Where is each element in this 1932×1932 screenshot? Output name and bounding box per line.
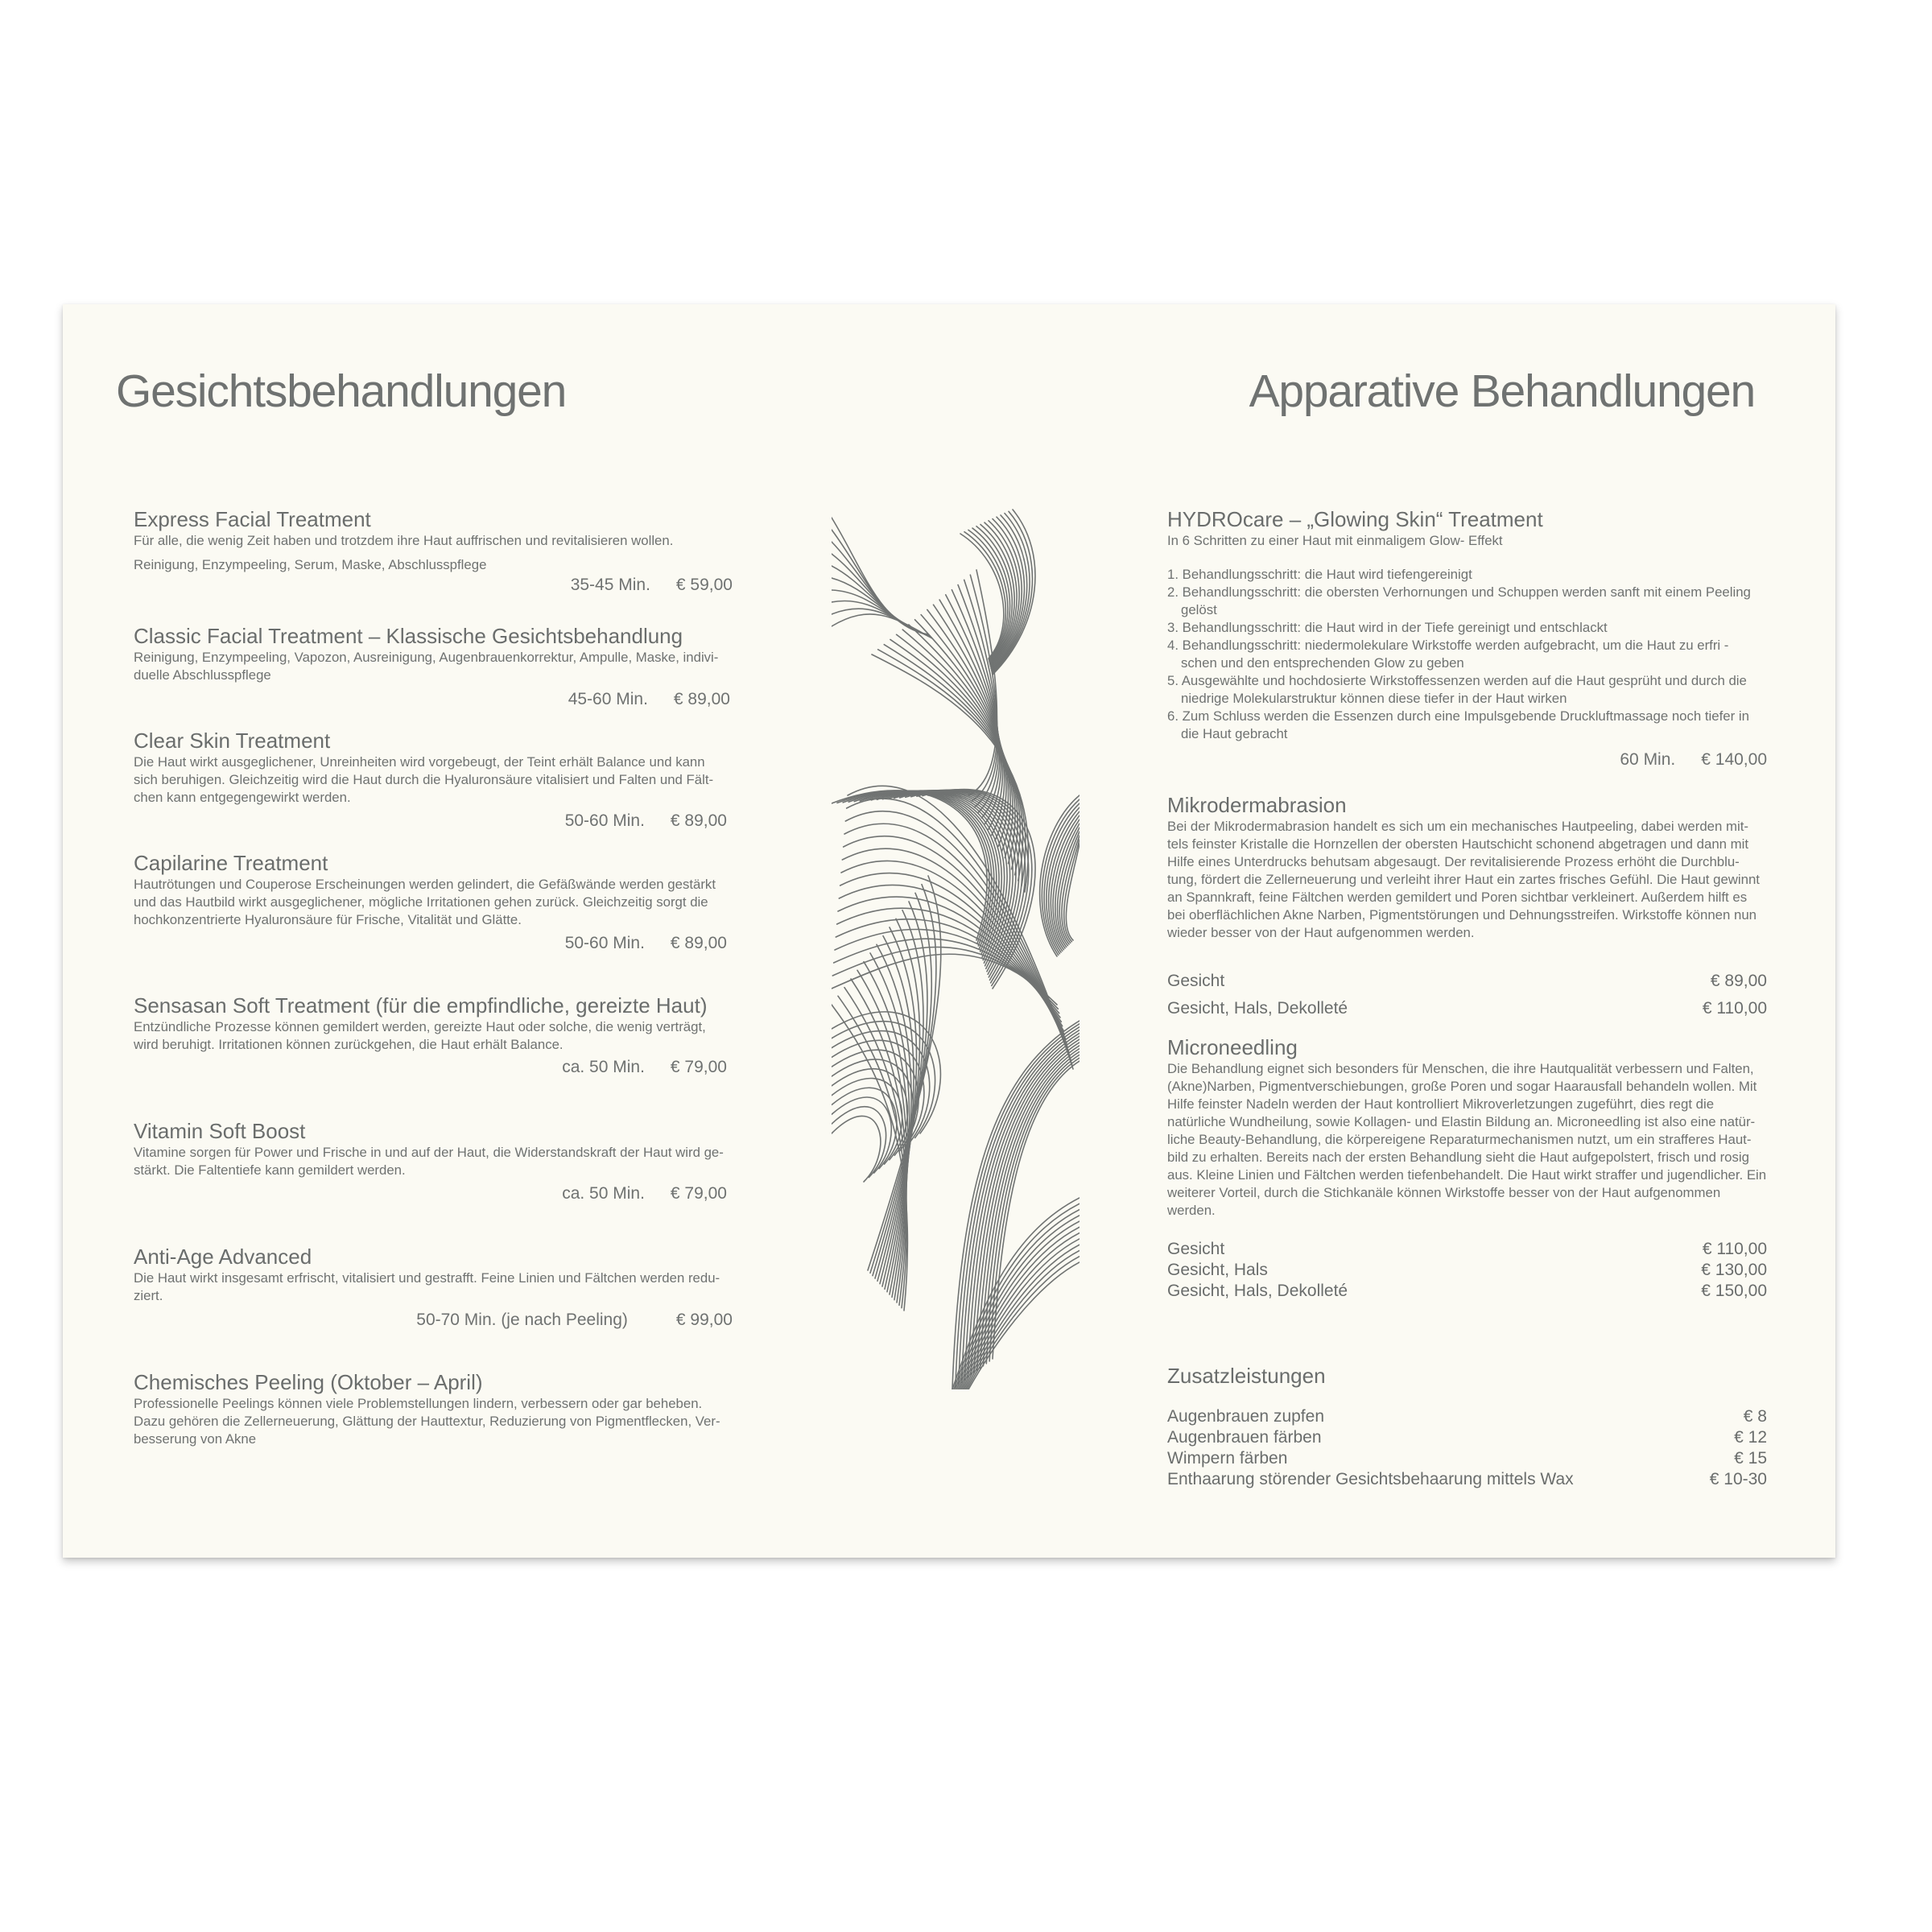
extras-title: Zusatzleistungen xyxy=(1167,1364,1326,1388)
right-page-title: Apparative Behandlungen xyxy=(1249,365,1755,417)
price: € 89,00 xyxy=(670,934,727,953)
price: € 140,00 xyxy=(1701,750,1767,770)
extra-row xyxy=(1167,1448,1767,1469)
ornament-line xyxy=(832,1097,891,1173)
extra-label: Wimpern färben xyxy=(1167,1449,1288,1468)
ornament-line xyxy=(1066,844,1080,940)
step-item: 4. Behandlungsschritt: niedermolekulare Wirkstoffe werden aufgebracht, um die Haut zu erfri - schen und den entsprechenden Glow zu geben xyxy=(1167,638,1729,671)
ornament-line xyxy=(832,578,931,637)
extra-price: € 12 xyxy=(1734,1428,1767,1447)
price-row xyxy=(1167,1260,1767,1281)
duration: ca. 50 Min. xyxy=(562,1058,645,1077)
treatment-express xyxy=(134,507,733,593)
hydrocare-section xyxy=(1167,507,1767,768)
treatment-price-row xyxy=(134,576,733,593)
duration: 50-70 Min. (je nach Peeling) xyxy=(416,1311,628,1330)
price: € 89,00 xyxy=(670,811,727,831)
duration: 50-60 Min. xyxy=(564,811,645,831)
treatment-vitamin xyxy=(134,1119,733,1202)
treatment-desc: Vitamine sorgen für Power und Frische in und auf der Haut, die Widerstandskraft der Haut wird ge-stärkt. Die Faltentiefe kann gemildert werden. xyxy=(134,1145,724,1179)
extra-price: € 10-30 xyxy=(1709,1470,1767,1489)
treatment-price-row xyxy=(134,1185,733,1202)
treatment-classic xyxy=(134,624,733,708)
extras-section xyxy=(1167,1364,1767,1490)
treatment-anti-age xyxy=(134,1245,733,1328)
step-item: 1. Behandlungsschritt: die Haut wird tiefengereinigt xyxy=(1167,567,1472,583)
ornament-line xyxy=(841,861,1067,1043)
price-value: € 130,00 xyxy=(1701,1261,1767,1280)
step-item: 2. Behandlungsschritt: die obersten Verhornungen und Schuppen werden sanft mit einem Peeling gelöst xyxy=(1167,584,1751,618)
ornament-line xyxy=(832,1107,886,1178)
extra-row xyxy=(1167,1406,1767,1427)
ornament-line xyxy=(832,542,929,635)
line-art-ornament xyxy=(832,506,1080,1389)
ornament-line xyxy=(952,1021,1080,1389)
mikrodermabrasion-desc: Bei der Mikrodermabrasion handelt es sich um ein mechanisches Hautpeeling, dabei werden mit-tels feinster Kristalle die Hornzellen der obersten Hautschicht schonend abgetragen und dann mit Hilfe eines Unterdrucks behutsam abgesaugt. Der revitalisierende Prozess erhöht die Durchblu-tung, fördert die Zellerneuerung und verleiht ihrer Haut ein zartes frisches Gefühl. Die Haut gewinnt an Spannkraft, feine Fältchen werden gemildert und Poren sichtbar verkleinert. Außerdem hilft es bei oberflächlichen Akne Narben, Pigmentstörungen und Dehnungsstreifen. Wirkstoffe können nun wieder besser von der Haut aufgenommen werden. xyxy=(1167,819,1760,941)
duration: 45-60 Min. xyxy=(568,690,648,709)
price-row xyxy=(1167,1281,1767,1302)
treatment-name: Anti-Age Advanced xyxy=(134,1245,312,1269)
treatment-name: Capilarine Treatment xyxy=(134,851,328,875)
treatment-desc: Reinigung, Enzympeeling, Vapozon, Ausreinigung, Augenbrauenkorrektur, Ampulle, Maske, indivi-duelle Abschlusspflege xyxy=(134,650,719,683)
treatment-price-row xyxy=(134,812,733,829)
duration: 50-60 Min. xyxy=(564,934,645,953)
treatment-name: Clear Skin Treatment xyxy=(134,729,331,753)
price-value: € 110,00 xyxy=(1702,1240,1767,1259)
treatment-desc: Professionelle Peelings können viele Problemstellungen lindern, verbessern oder gar beheben. Dazu gehören die Zellerneuerung, Glättung der Hauttextur, Reduzierung von Pigmentflecken, Ver-besserung von Akne xyxy=(134,1396,720,1447)
microneedling-desc: Die Behandlung eignet sich besonders für Menschen, die ihre Hautqualität verbessern und Falten, (Akne)Narben, Pigmentverschiebungen, große Poren und sogar Haarausfall behandeln wollen. Mit Hilfe feinster Nadeln werden der Haut kontrolliert Mikroverletzungen zugeführt, dies regt die natürliche Wundheilung, sowie Kollagen- und Elastin Bildung an. Microneedling ist also eine natür-liche Beauty-Behandlung, die körpereigene Reparaturmechanismen nutzt, um ein strafferes Haut-bild zu erhalten. Bereits nach der ersten Behandlung sieht die Haut aufgepolstert, frisch und rosig aus. Kleine Linien und Fältchen werden tiefenbehandelt. Die Haut wirkt straffer und jugendlicher. Ein weiterer Vorteil, durch die Stichkanäle können Wirkstoffe besser von der Haut aufgenommen werden. xyxy=(1167,1061,1767,1219)
mikrodermabrasion-prices xyxy=(1167,971,1767,1019)
extra-price: € 8 xyxy=(1743,1407,1767,1426)
microneedling-section xyxy=(1167,1035,1767,1302)
treatment-price-row xyxy=(134,1059,733,1075)
treatment-price-row xyxy=(134,691,733,708)
price-label: Gesicht, Hals, Dekolleté xyxy=(1167,999,1348,1018)
mikrodermabrasion-title: Mikrodermabrasion xyxy=(1167,793,1347,817)
treatment-sensasan xyxy=(134,993,733,1075)
extra-price: € 15 xyxy=(1734,1449,1767,1468)
treatment-desc-2: Reinigung, Enzympeeling, Serum, Maske, Abschlusspflege xyxy=(134,557,487,573)
microneedling-title: Microneedling xyxy=(1167,1035,1298,1059)
treatment-chemical-peel xyxy=(134,1370,733,1448)
duration: 60 Min. xyxy=(1620,750,1676,770)
treatment-name: Classic Facial Treatment – Klassische Gesichtsbehandlung xyxy=(134,624,683,648)
price: € 89,00 xyxy=(673,690,730,709)
price-row xyxy=(1167,998,1767,1019)
step-item: 5. Ausgewählte und hochdosierte Wirkstoffessenzen werden auf die Haut gesprüht und durch die niedrige Molekularstruktur können diese tiefer in der Haut wirken xyxy=(1167,673,1747,707)
treatment-desc: Entzündliche Prozesse können gemildert werden, gereizte Haut oder solche, die wenig verträgt, wird beruhigt. Irritationen können zurückgehen, die Haut erhält Balance. xyxy=(134,1019,706,1053)
hydrocare-subtitle: In 6 Schritten zu einer Haut mit einmaligem Glow- Effekt xyxy=(1167,533,1503,549)
extra-row xyxy=(1167,1469,1767,1490)
treatment-capilarine xyxy=(134,851,733,952)
menu-sheet xyxy=(63,304,1835,1558)
price-label: Gesicht, Hals, Dekolleté xyxy=(1167,1282,1348,1301)
left-page-title: Gesichtsbehandlungen xyxy=(116,365,567,417)
price-value: € 89,00 xyxy=(1710,972,1767,991)
hydrocare-title: HYDROcare – „Glowing Skin“ Treatment xyxy=(1167,507,1543,531)
treatment-desc: Hautrötungen und Couperose Erscheinungen werden gelindert, die Gefäßwände werden gestärkt und das Hautbild wirkt ausgeglichener, mögliche Irritationen gehen zurück. Gleichzeitig sorgt die hochkonzentrierte Hyaluronsäure für Frische, Vitalität und Glätte. xyxy=(134,877,716,928)
hydrocare-steps xyxy=(1167,566,1767,743)
price-value: € 110,00 xyxy=(1702,999,1767,1018)
ornament-line xyxy=(847,799,1072,1065)
price: € 59,00 xyxy=(675,576,733,595)
price-label: Gesicht xyxy=(1167,1240,1225,1259)
extra-label: Enthaarung störender Gesichtsbehaarung mittels Wax xyxy=(1167,1470,1574,1489)
treatment-name: Express Facial Treatment xyxy=(134,507,371,531)
ornament-line xyxy=(832,1050,919,1151)
ornament-line xyxy=(832,614,932,638)
price-label: Gesicht, Hals xyxy=(1167,1261,1268,1280)
ornament-line xyxy=(832,1031,930,1142)
duration: ca. 50 Min. xyxy=(562,1184,645,1203)
treatment-name: Vitamin Soft Boost xyxy=(134,1119,306,1143)
ornament-line xyxy=(832,554,930,636)
mikrodermabrasion-section xyxy=(1167,793,1767,1019)
price-row xyxy=(1167,1239,1767,1260)
treatment-desc: Die Haut wirkt insgesamt erfrischt, vitalisiert und gestrafft. Feine Linien und Fältchen werden redu-ziert. xyxy=(134,1270,720,1304)
ornament-line xyxy=(832,1088,897,1168)
ornament-line xyxy=(832,609,931,638)
price-row xyxy=(1167,971,1767,992)
ornament-line xyxy=(832,518,928,634)
extra-label: Augenbrauen färben xyxy=(1167,1428,1322,1447)
treatment-clear-skin xyxy=(134,729,733,829)
step-item: 3. Behandlungsschritt: die Haut wird in der Tiefe gereinigt und entschlackt xyxy=(1167,620,1608,636)
extra-row xyxy=(1167,1427,1767,1448)
treatment-desc: Die Haut wirkt ausgeglichener, Unreinheiten wird vorgebeugt, der Teint erhält Balance und kann sich beruhigen. Gleichzeitig wird die Haut durch die Hyaluronsäure vitalisiert und Falten und Fält-chen kann entgegengewirkt werden. xyxy=(134,754,714,806)
ornament-line xyxy=(848,786,1073,1069)
treatment-desc: Für alle, die wenig Zeit haben und trotzdem ihre Haut auffrischen und revitalisieren wollen. xyxy=(134,533,674,549)
step-item: 6. Zum Schluss werden die Essenzen durch eine Impulsgebende Druckluftmassage noch tiefer in die Haut gebracht xyxy=(1167,708,1749,742)
duration: 35-45 Min. xyxy=(570,576,650,595)
treatment-name: Chemisches Peeling (Oktober – April) xyxy=(134,1370,483,1394)
price: € 99,00 xyxy=(675,1311,733,1330)
extras-list xyxy=(1167,1406,1767,1490)
price-label: Gesicht xyxy=(1167,972,1225,991)
extra-label: Augenbrauen zupfen xyxy=(1167,1407,1324,1426)
treatment-price-row xyxy=(134,935,733,952)
price-value: € 150,00 xyxy=(1701,1282,1767,1301)
hydrocare-price-row xyxy=(1167,751,1767,768)
price: € 79,00 xyxy=(670,1184,727,1203)
treatment-name: Sensasan Soft Treatment (für die empfindliche, gereizte Haut) xyxy=(134,993,708,1018)
price: € 79,00 xyxy=(670,1058,727,1077)
microneedling-prices xyxy=(1167,1239,1767,1302)
treatment-price-row xyxy=(134,1311,733,1328)
